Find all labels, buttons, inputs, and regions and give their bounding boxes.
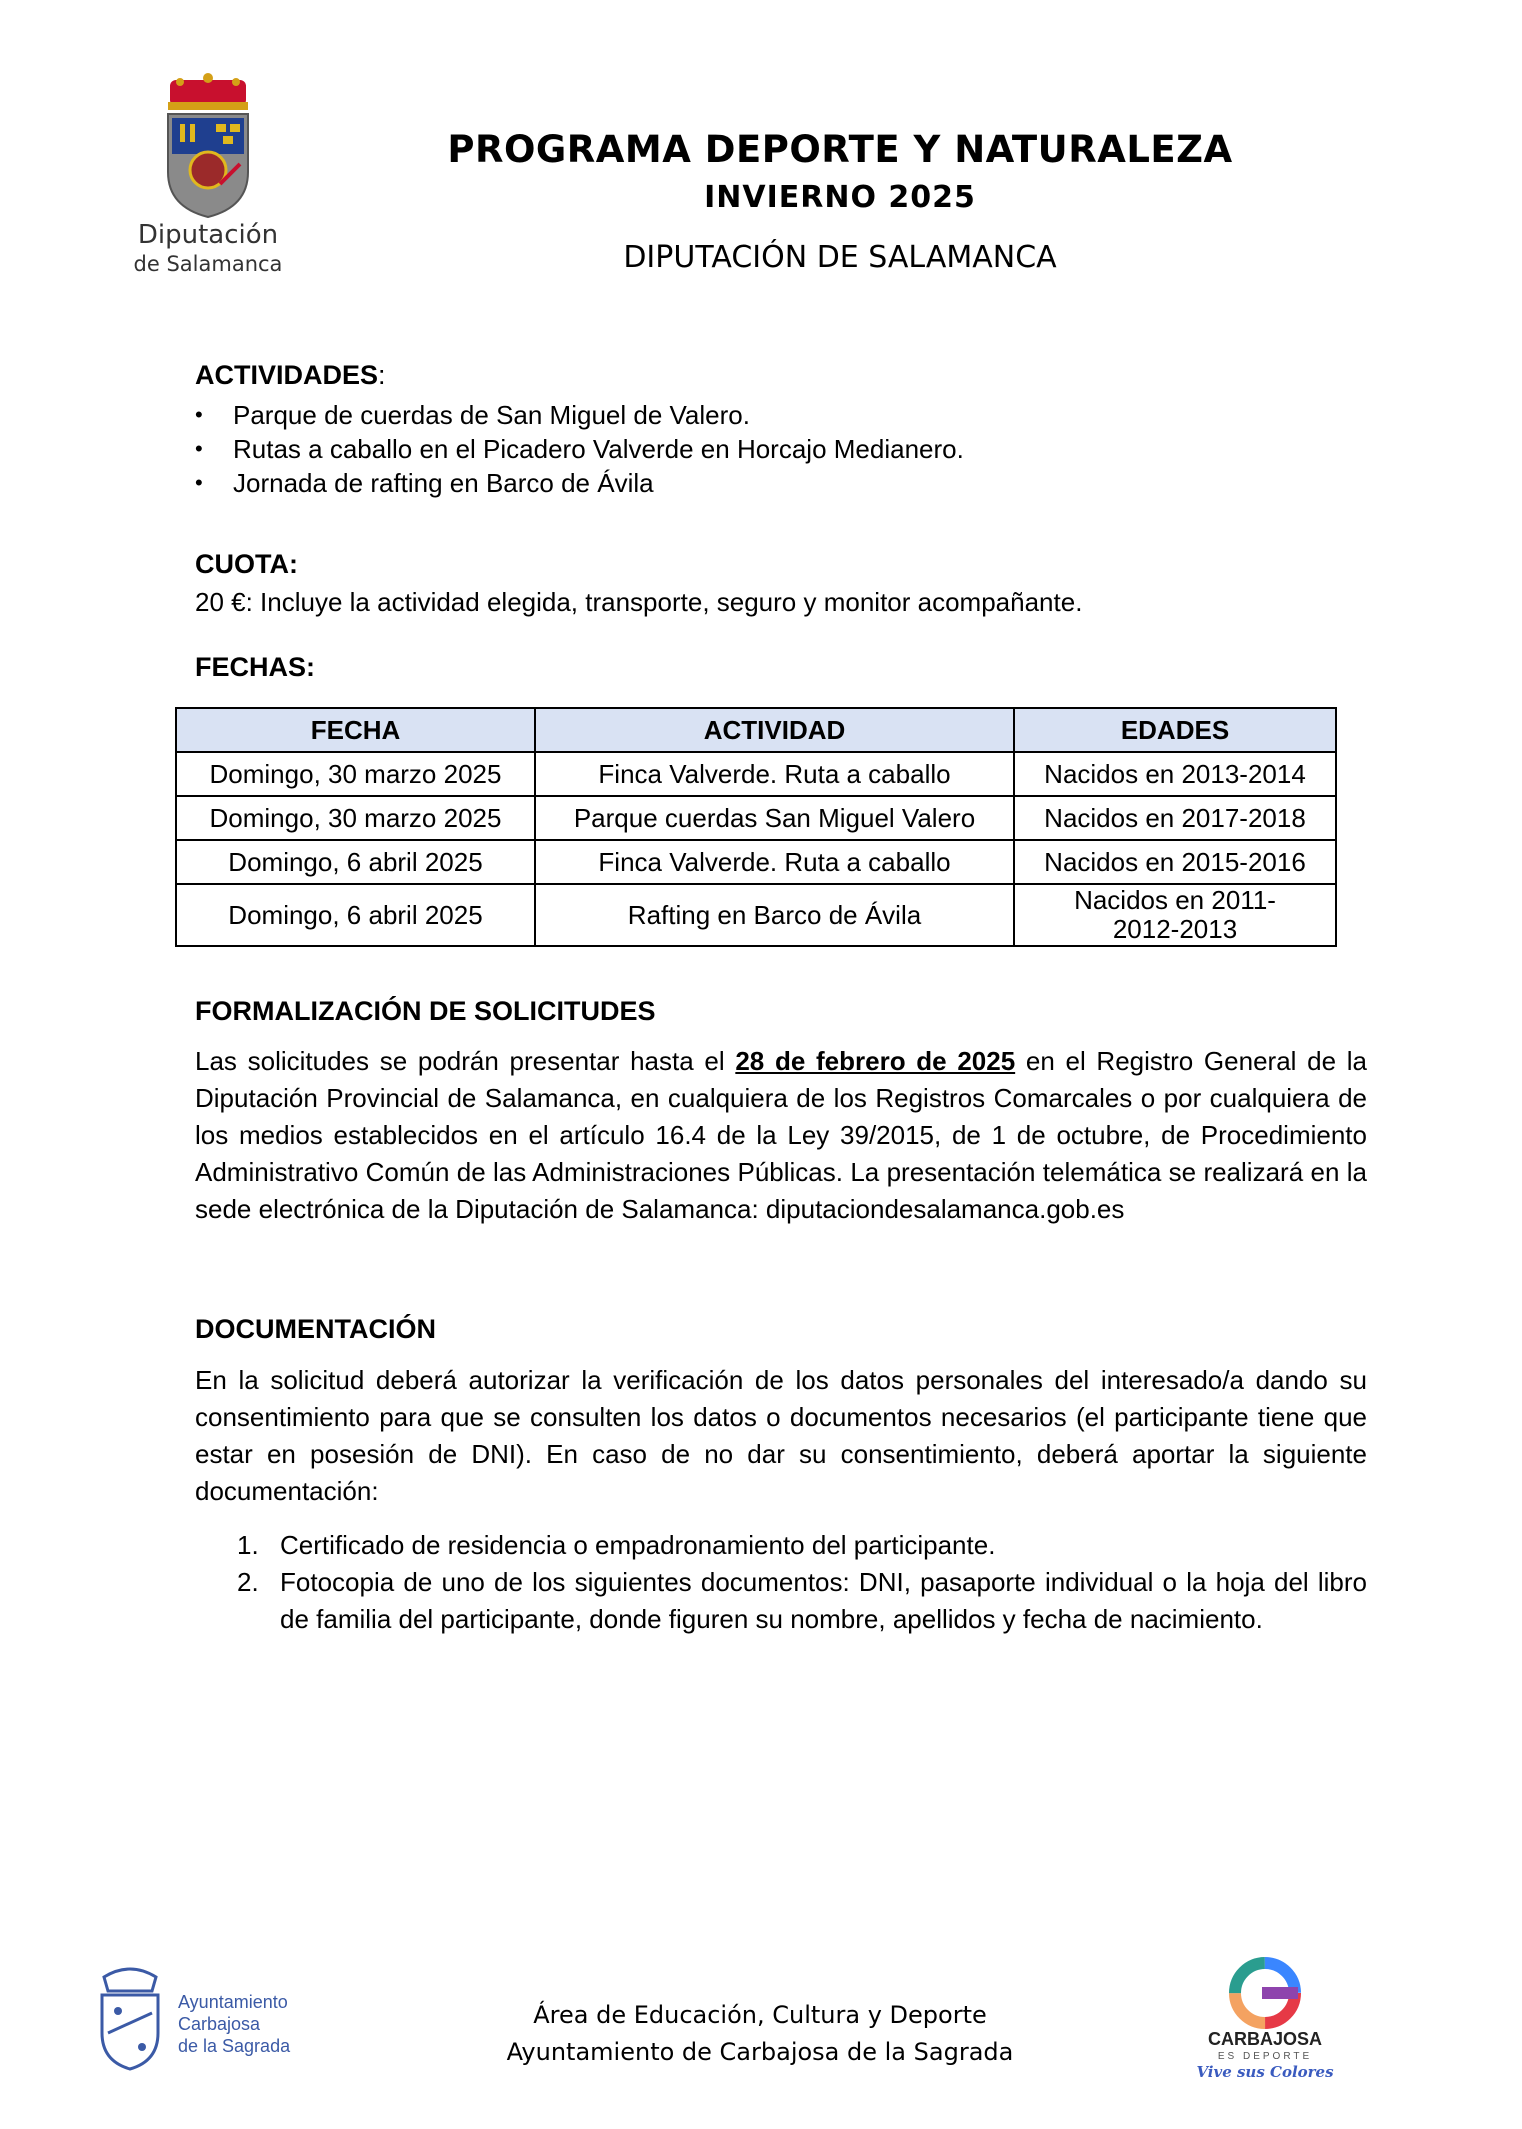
ayuntamiento-logo bbox=[90, 1963, 320, 2073]
carbajosa-logo-slogan: Vive sus Colores bbox=[1196, 2063, 1334, 2081]
list-item: • Jornada de rafting en Barco de Ávila bbox=[195, 466, 1195, 500]
dates-table bbox=[175, 707, 1337, 947]
footer-text bbox=[440, 1997, 1080, 2071]
list-text: Certificado de residencia o empadronamiento del participante. bbox=[280, 1530, 996, 1560]
deadline-date: 28 de febrero de 2025 bbox=[735, 1046, 1016, 1076]
applications-text-part2: en el Registro General de la Diputación Provincial de Salamanca, en cualquiera de los Registros Comarcales o por cualquiera de los medios establecidos en el artículo 16.4 de la Ley 39/2015, de 1 de octubre, de Procedimiento Administrativo Común de las Administraciones Públicas. La presentación telemática se realizará en la sede electrónica de la Diputación de Salamanca: diputaciondesalamanca.gob.es bbox=[195, 1046, 1367, 1224]
document-subtitle: INVIERNO 2025 bbox=[704, 180, 976, 215]
activities-heading-text: ACTIVIDADES bbox=[195, 360, 379, 390]
footer-line1: Área de Educación, Cultura y Deporte bbox=[533, 2001, 987, 2029]
table-cell: Rafting en Barco de Ávila bbox=[535, 884, 1014, 946]
table-cell: Nacidos en 2017-2018 bbox=[1014, 796, 1336, 840]
table-cell: Domingo, 30 marzo 2025 bbox=[176, 752, 535, 796]
documentation-text: En la solicitud deberá autorizar la verificación de los datos personales del interesado/a dando su consentimiento para que se consulten los datos o documentos necesarios (el participante tiene que estar en posesión de DNI). En caso de no dar su consentimiento, deberá aportar la siguiente documentación: bbox=[195, 1365, 1367, 1506]
column-header-edades: EDADES bbox=[1014, 708, 1336, 752]
list-item: • Parque de cuerdas de San Miguel de Valero. bbox=[195, 398, 1195, 432]
table-row bbox=[176, 796, 1336, 840]
list-text: Fotocopia de uno de los siguientes documentos: DNI, pasaporte individual o la hoja del libro de familia del participante, donde figuren su nombre, apellidos y fecha de nacimiento. bbox=[280, 1567, 1367, 1634]
table-cell: Domingo, 30 marzo 2025 bbox=[176, 796, 535, 840]
activities-list bbox=[195, 398, 1195, 500]
documentation-list bbox=[195, 1527, 1367, 1638]
organization-name: DIPUTACIÓN DE SALAMANCA bbox=[623, 240, 1057, 275]
table-cell: Nacidos en 2011-2012-2013 bbox=[1014, 884, 1336, 946]
carbajosa-logo-name: CARBAJOSA bbox=[1207, 2029, 1323, 2049]
logo-text-line1: Diputación bbox=[137, 220, 279, 250]
documentation-heading: DOCUMENTACIÓN bbox=[195, 1314, 436, 1344]
column-header-fecha: FECHA bbox=[176, 708, 535, 752]
list-item bbox=[195, 1527, 1367, 1564]
logo-text-line2: de Salamanca bbox=[133, 252, 283, 276]
table-cell: Parque cuerdas San Miguel Valero bbox=[535, 796, 1014, 840]
fee-heading: CUOTA: bbox=[195, 549, 298, 579]
table-row bbox=[176, 752, 1336, 796]
carbajosa-logo-tag: ES DEPORTE bbox=[1217, 2051, 1313, 2062]
coat-of-arms-icon bbox=[128, 72, 288, 222]
document-title: PROGRAMA DEPORTE Y NATURALEZA bbox=[447, 128, 1233, 171]
table-cell: Nacidos en 2015-2016 bbox=[1014, 840, 1336, 884]
activities-heading-colon: : bbox=[378, 360, 386, 390]
diputacion-logo bbox=[128, 72, 288, 292]
ayto-logo-text-3: de la Sagrada bbox=[178, 2036, 291, 2056]
table-cell: Finca Valverde. Ruta a caballo bbox=[535, 752, 1014, 796]
fee-text: 20 €: Incluye la actividad elegida, transporte, seguro y monitor acompañante. bbox=[195, 587, 1083, 617]
applications-text bbox=[195, 1043, 1367, 1228]
list-number: 2. bbox=[237, 1567, 259, 1597]
ayto-logo-text-1: Ayuntamiento bbox=[178, 1992, 288, 2012]
list-number: 1. bbox=[237, 1530, 259, 1560]
carbajosa-c-icon bbox=[1190, 1955, 1340, 2085]
applications-text-part1: Las solicitudes se podrán presentar hasta el bbox=[195, 1046, 736, 1076]
table-row bbox=[176, 840, 1336, 884]
applications-heading: FORMALIZACIÓN DE SOLICITUDES bbox=[195, 996, 656, 1026]
table-cell: Domingo, 6 abril 2025 bbox=[176, 884, 535, 946]
list-item: • Rutas a caballo en el Picadero Valverde en Horcajo Medianero. bbox=[195, 432, 1195, 466]
list-item bbox=[195, 1564, 1367, 1638]
ayuntamiento-crest-icon bbox=[90, 1963, 170, 2073]
table-cell: Finca Valverde. Ruta a caballo bbox=[535, 840, 1014, 884]
ayto-logo-text-2: Carbajosa bbox=[178, 2014, 261, 2034]
table-header-row bbox=[176, 708, 1336, 752]
activities-heading bbox=[195, 360, 386, 391]
dates-heading: FECHAS: bbox=[195, 652, 315, 682]
table-cell: Nacidos en 2013-2014 bbox=[1014, 752, 1336, 796]
footer-line2: Ayuntamiento de Carbajosa de la Sagrada bbox=[506, 2038, 1014, 2066]
column-header-actividad: ACTIVIDAD bbox=[535, 708, 1014, 752]
table-row bbox=[176, 884, 1336, 946]
carbajosa-deporte-logo bbox=[1190, 1955, 1340, 2085]
table-cell: Domingo, 6 abril 2025 bbox=[176, 840, 535, 884]
